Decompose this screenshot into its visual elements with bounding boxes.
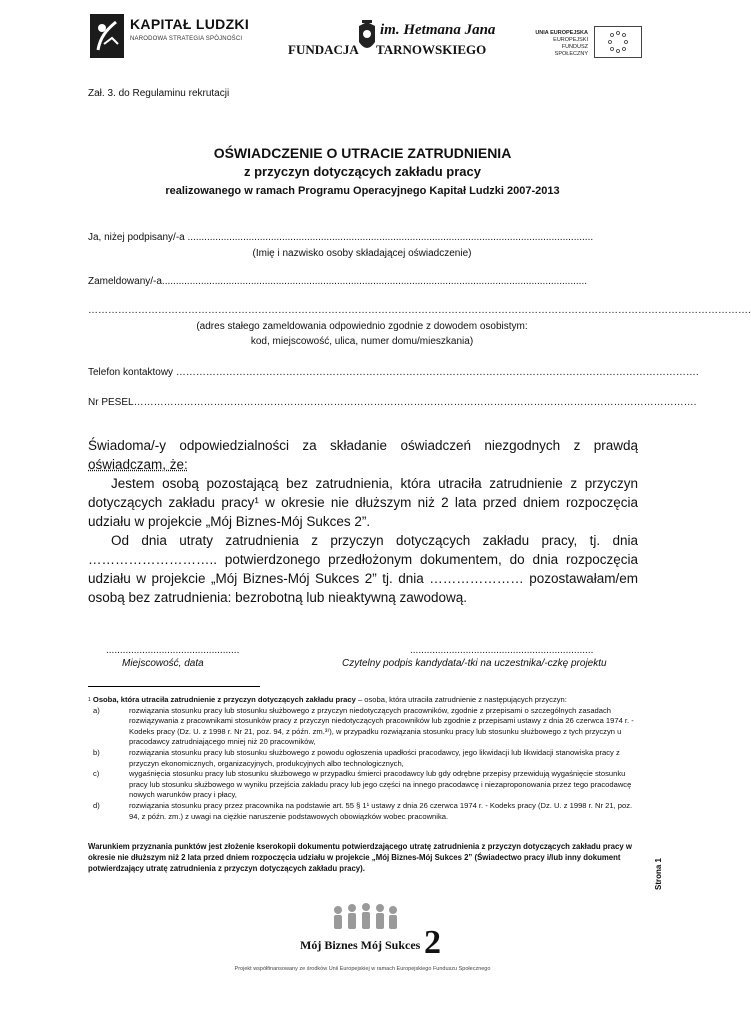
kapital-ludzki-title: KAPITAŁ LUDZKI <box>130 16 250 32</box>
name-field[interactable]: Ja, niżej podpisany/-a .................................................................................................................................................. <box>88 232 594 243</box>
footnote-item-text: rozwiązania stosunku pracy przez pracownika na podstawie art. 55 § 1¹ ustawy z dnia 26 czerwca 1974 r. - Kodeks pracy (Dz. U. z 1998 r. Nr 21, poz. 94, z późn. zm.) z uwagi na ciężkie naruszenie podstawowych obowiązków wobec pracownika. <box>129 800 633 821</box>
annex-label: Zał. 3. do Regulaminu rekrutacji <box>88 88 230 99</box>
eu-text <box>530 30 588 58</box>
footnote <box>88 695 636 822</box>
fundacja-script-text: im. Hetmana Jana <box>380 22 496 38</box>
eu-line1: UNIA EUROPEJSKA <box>535 30 588 36</box>
eu-flag-icon <box>594 26 642 58</box>
address-caption-line2: kod, miejscowość, ulica, numer domu/mieszkania) <box>250 336 474 347</box>
footnote-item <box>88 769 636 801</box>
kapital-ludzki-emblem-icon <box>90 14 124 58</box>
address-dots-field[interactable]: ………………………………………………………………………………………………………………………………………………………………………………. <box>88 305 751 316</box>
address-field[interactable]: Zameldowany/-a......................................................................................................................................................... <box>88 276 588 287</box>
phone-field[interactable]: Telefon kontaktowy …………………………………………………………………………………………………………………………………………. <box>88 367 699 378</box>
footnote-item <box>88 801 636 822</box>
page-number <box>654 857 694 930</box>
footnote-item-letter: c) <box>93 769 100 779</box>
footnote-intro <box>88 695 636 706</box>
place-date-label: Miejscowość, data <box>122 658 204 669</box>
footnote-intro-rest: – osoba, która utraciła zatrudnienie z następujących przyczyn: <box>355 695 567 704</box>
cofinancing-note: Projekt współfinansowany ze środków Unii Europejskiej w ramach Europejskiego Funduszu Społecznego <box>234 966 491 972</box>
header <box>0 0 725 80</box>
project-brand-number: 2 <box>424 924 441 961</box>
footnote-number: 1 <box>88 697 91 703</box>
statement-para2: Od dnia utraty zatrudnienia z przyczyn dotyczących zakładu pracy, tj. dnia ……………………….. potwierdzonego przedłożonym dokumentem, do dnia rozpoczęcia udziału w projekcie „Mój Biznes-Mój Sukces 2” tj. dnia ………………… pozostawałam/em osobą bez zatrudnienia: bezrobotną lub nieaktywną zawodową. <box>88 533 638 605</box>
footnote-item-text: rozwiązania stosunku pracy lub stosunku służbowego z przyczyn niedotyczących pracowników, zgodnie z przepisami o szczególnych zasadach rozwiązywania z pracownikami stosunków pracy z przyczyn niedotyczących pracowników lub zgodnie z przepisami ustawy z dnia 26 czerwca 1974 r. - Kodeks pracy (Dz. U. z 1998 r. Nr 21, poz. 94, z późn. zm.³⁾), w przypadku rozwiązania stosunku pracy lub stosunku służbowego z tych przyczyn u pracodawcy zatrudniającego mniej niż 20 pracowników, <box>129 705 634 747</box>
document-subtitle: z przyczyn dotyczących zakładu pracy <box>244 164 481 179</box>
footnote-item <box>88 748 636 769</box>
footnote-item-text: wygaśnięcia stosunku pracy lub stosunku służbowego w przypadku śmierci pracodawcy lub gdy odrębne przepisy przewidują wygaśnięcie stosunku pracy lub stosunku służbowego w wyniku przejścia zakładu pracy lub jego części na innego pracodawcę i niezaproponowania przez tego pracodawcę nowych warunków pracy i płacy, <box>129 769 632 800</box>
statement-block <box>88 436 638 607</box>
footnote-item-letter: d) <box>93 800 100 810</box>
fundacja-crest-icon <box>356 20 378 58</box>
fundacja-left-text: FUNDACJA <box>288 42 359 57</box>
place-date-dots[interactable]: ................................................ <box>106 645 240 656</box>
pesel-field[interactable]: Nr PESEL……………………………………………………………………………………………………………………………………………………. <box>88 397 697 408</box>
footnote-item-text: rozwiązania stosunku pracy lub stosunku służbowego z powodu ogłoszenia upadłości pracodawcy, jego likwidacji lub likwidacji stanowiska pracy z przyczyn ekonomicznych, organizacyjnych, produkcyjnych albo technologicznych, <box>129 747 620 768</box>
document-title: OŚWIADCZENIE O UTRACIE ZATRUDNIENIA <box>213 145 512 161</box>
footnote-item-letter: b) <box>93 747 100 757</box>
statement-line2: oświadczam, że: <box>88 457 188 472</box>
signature-dots[interactable]: .................................................................. <box>410 645 594 656</box>
statement-para1: Jestem osobą pozostającą bez zatrudnienia, która utraciła zatrudnienie z przyczyn dotyczących zakładu pracy¹ w okresie nie dłuższym niż 2 lata przed dniem rozpoczęcia udziału w projekcie „Mój Biznes-Mój Sukces 2”. <box>88 476 638 529</box>
eu-logo <box>530 26 645 56</box>
kapital-ludzki-logo <box>90 14 250 64</box>
fundacja-logo <box>288 18 496 64</box>
signature-label: Czytelny podpis kandydata/-tki na uczestnika/-czkę projektu <box>342 658 607 669</box>
document-program-line: realizowanego w ramach Programu Operacyjnego Kapitał Ludzki 2007-2013 <box>165 185 560 197</box>
fundacja-right-text: TARNOWSKIEGO <box>376 42 487 57</box>
address-caption <box>88 319 636 349</box>
project-brand <box>300 924 450 966</box>
points-condition-note: Warunkiem przyznania punktów jest złożenie kserokopii dokumentu potwierdzającego utratę zatrudnienia z przyczyn dotyczących zakładu pracy w okresie nie dłuższym niż 2 lata przed dniem rozpoczęcia udziału w projekcie „Mój Biznes-Mój Sukces 2” (Świadectwo pracy i/lub inny dokument potwierdzający utratę zatrudnienia z przyczyn dotyczących zakładu pracy). <box>88 842 632 873</box>
footnote-item-letter: a) <box>93 705 100 715</box>
kapital-ludzki-subtitle: NARODOWA STRATEGIA SPÓJNOŚCI <box>130 36 243 42</box>
footnote-bold-intro: Osoba, która utraciła zatrudnienie z przyczyn dotyczących zakładu pracy <box>92 695 356 704</box>
footnote-divider <box>88 686 260 687</box>
project-brand-text: Mój Biznes Mój Sukces <box>300 938 421 952</box>
eu-line3: FUNDUSZ SPOŁECZNY <box>554 44 588 57</box>
name-caption: (Imię i nazwisko osoby składającej oświadczenie) <box>252 248 472 259</box>
footnote-item <box>88 706 636 748</box>
page-number-text: Strona 1 <box>654 857 663 890</box>
statement-line1: Świadoma/-y odpowiedzialności za składanie oświadczeń niezgodnych z prawdą <box>88 438 638 453</box>
eu-line2: EUROPEJSKI <box>553 37 588 43</box>
address-caption-line1: (adres stałego zameldowania odpowiednio zgodnie z dowodem osobistym: <box>196 321 528 332</box>
